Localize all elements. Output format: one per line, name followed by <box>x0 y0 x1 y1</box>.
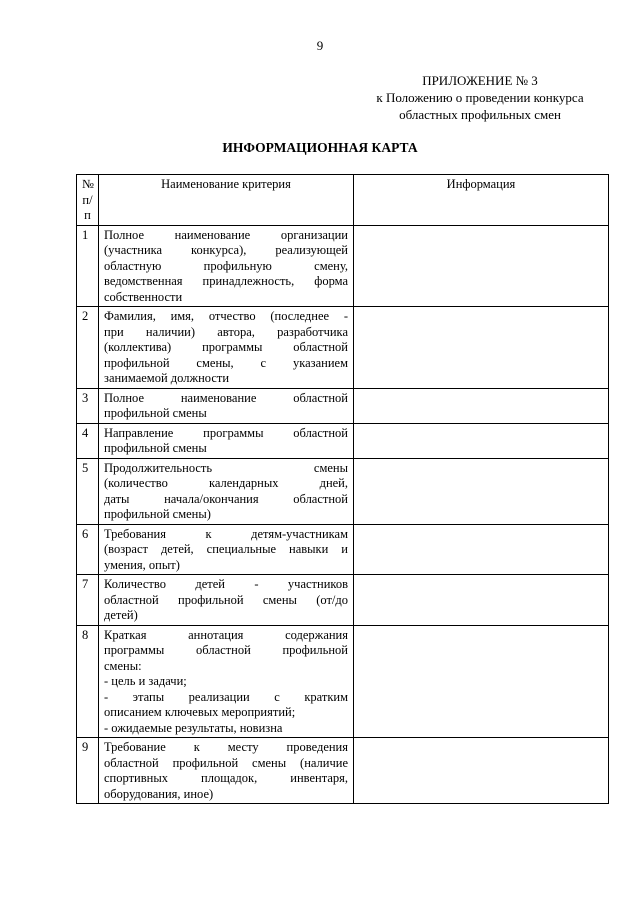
table-body <box>77 225 609 804</box>
criterion-line: Полное наименование организации <box>104 227 348 242</box>
header-number-line-2: п/п <box>82 192 93 222</box>
information-cell[interactable] <box>354 625 609 738</box>
appendix-line-3: областных профильных смен <box>399 107 561 122</box>
criterion-line: собственности <box>104 289 183 304</box>
criterion-line: (количество календарных дней, <box>104 476 348 490</box>
header-number-line-1: № <box>82 177 94 191</box>
table-row <box>77 307 609 389</box>
criterion-line: Требование к месту проведения <box>104 740 348 754</box>
criterion-line: детей) <box>104 608 138 622</box>
information-cell[interactable] <box>354 225 609 307</box>
criterion-line: областной профильной смены (от/до <box>104 592 348 607</box>
criterion-line: - цель и задачи; <box>104 674 187 688</box>
criterion-line: спортивных площадок, инвентаря, <box>104 771 348 785</box>
criterion-line: - ожидаемые результаты, новизна <box>104 720 283 735</box>
row-number: 5 <box>77 458 99 524</box>
criterion-line: Полное наименование областной <box>104 390 348 405</box>
criterion-line: областную профильную смену, <box>104 258 348 273</box>
criterion-line: (участника конкурса), реализующей <box>104 243 348 257</box>
criterion-line: Требования к детям-участникам <box>104 526 348 541</box>
criterion-line: областной профильной смены (наличие <box>104 755 348 770</box>
criterion-line: профильной смены <box>104 441 207 455</box>
criterion-cell <box>99 458 354 524</box>
criterion-line: профильной смены, с указанием <box>104 355 348 370</box>
table-row <box>77 388 609 423</box>
criterion-line: Количество детей - участников <box>104 577 348 591</box>
appendix-line-1: ПРИЛОЖЕНИЕ № 3 <box>422 73 538 88</box>
row-number: 7 <box>77 575 99 626</box>
information-cell[interactable] <box>354 738 609 804</box>
criterion-line: при наличии) автора, разработчика <box>104 324 348 339</box>
criterion-line: ведомственная принадлежность, форма <box>104 274 348 288</box>
criterion-cell <box>99 738 354 804</box>
header-criterion: Наименование критерия <box>99 175 354 226</box>
information-cell[interactable] <box>354 524 609 575</box>
criterion-cell <box>99 524 354 575</box>
table-header-row <box>77 175 609 226</box>
criterion-line: Фамилия, имя, отчество (последнее - <box>104 309 348 323</box>
criterion-line: Продолжительность смены <box>104 460 348 475</box>
document-title: ИНФОРМАЦИОННАЯ КАРТА <box>222 140 418 155</box>
criterion-line: даты начала/окончания областной <box>104 491 348 506</box>
criterion-line: (коллектива) программы областной <box>104 340 348 354</box>
criterion-cell <box>99 575 354 626</box>
criterion-line: - этапы реализации с кратким <box>104 689 348 704</box>
appendix-header <box>330 72 630 123</box>
row-number: 4 <box>77 423 99 458</box>
table-row <box>77 225 609 307</box>
criterion-cell <box>99 625 354 738</box>
criterion-line: смены: <box>104 658 142 673</box>
criterion-cell <box>99 388 354 423</box>
table-row <box>77 625 609 738</box>
criterion-line: оборудования, иное) <box>104 786 214 801</box>
criterion-line: Краткая аннотация содержания <box>104 627 348 642</box>
row-number: 9 <box>77 738 99 804</box>
criterion-line: Направление программы областной <box>104 425 348 440</box>
appendix-line-2: к Положению о проведении конкурса <box>376 90 584 105</box>
page-number: 9 <box>316 38 324 53</box>
header-information: Информация <box>354 175 609 226</box>
row-number: 8 <box>77 625 99 738</box>
information-cell[interactable] <box>354 423 609 458</box>
criterion-line: умения, опыт) <box>104 557 180 572</box>
header-number <box>77 175 99 226</box>
table-row <box>77 575 609 626</box>
information-cell[interactable] <box>354 388 609 423</box>
criterion-cell <box>99 307 354 389</box>
information-cell[interactable] <box>354 307 609 389</box>
criterion-line: (возраст детей, специальные навыки и <box>104 542 348 556</box>
criterion-line: описанием ключевых мероприятий; <box>104 705 296 719</box>
criterion-line: профильной смены) <box>104 507 211 521</box>
criterion-cell <box>99 423 354 458</box>
table-row <box>77 458 609 524</box>
table-row <box>77 738 609 804</box>
criterion-line: занимаемой должности <box>104 371 230 385</box>
criterion-line: программы областной профильной <box>104 643 348 657</box>
criterion-line: профильной смены <box>104 406 207 420</box>
row-number: 2 <box>77 307 99 389</box>
table-row <box>77 423 609 458</box>
table-row <box>77 524 609 575</box>
row-number: 6 <box>77 524 99 575</box>
information-cell[interactable] <box>354 575 609 626</box>
criterion-cell <box>99 225 354 307</box>
row-number: 3 <box>77 388 99 423</box>
row-number: 1 <box>77 225 99 307</box>
information-cell[interactable] <box>354 458 609 524</box>
information-card-table <box>76 174 609 804</box>
